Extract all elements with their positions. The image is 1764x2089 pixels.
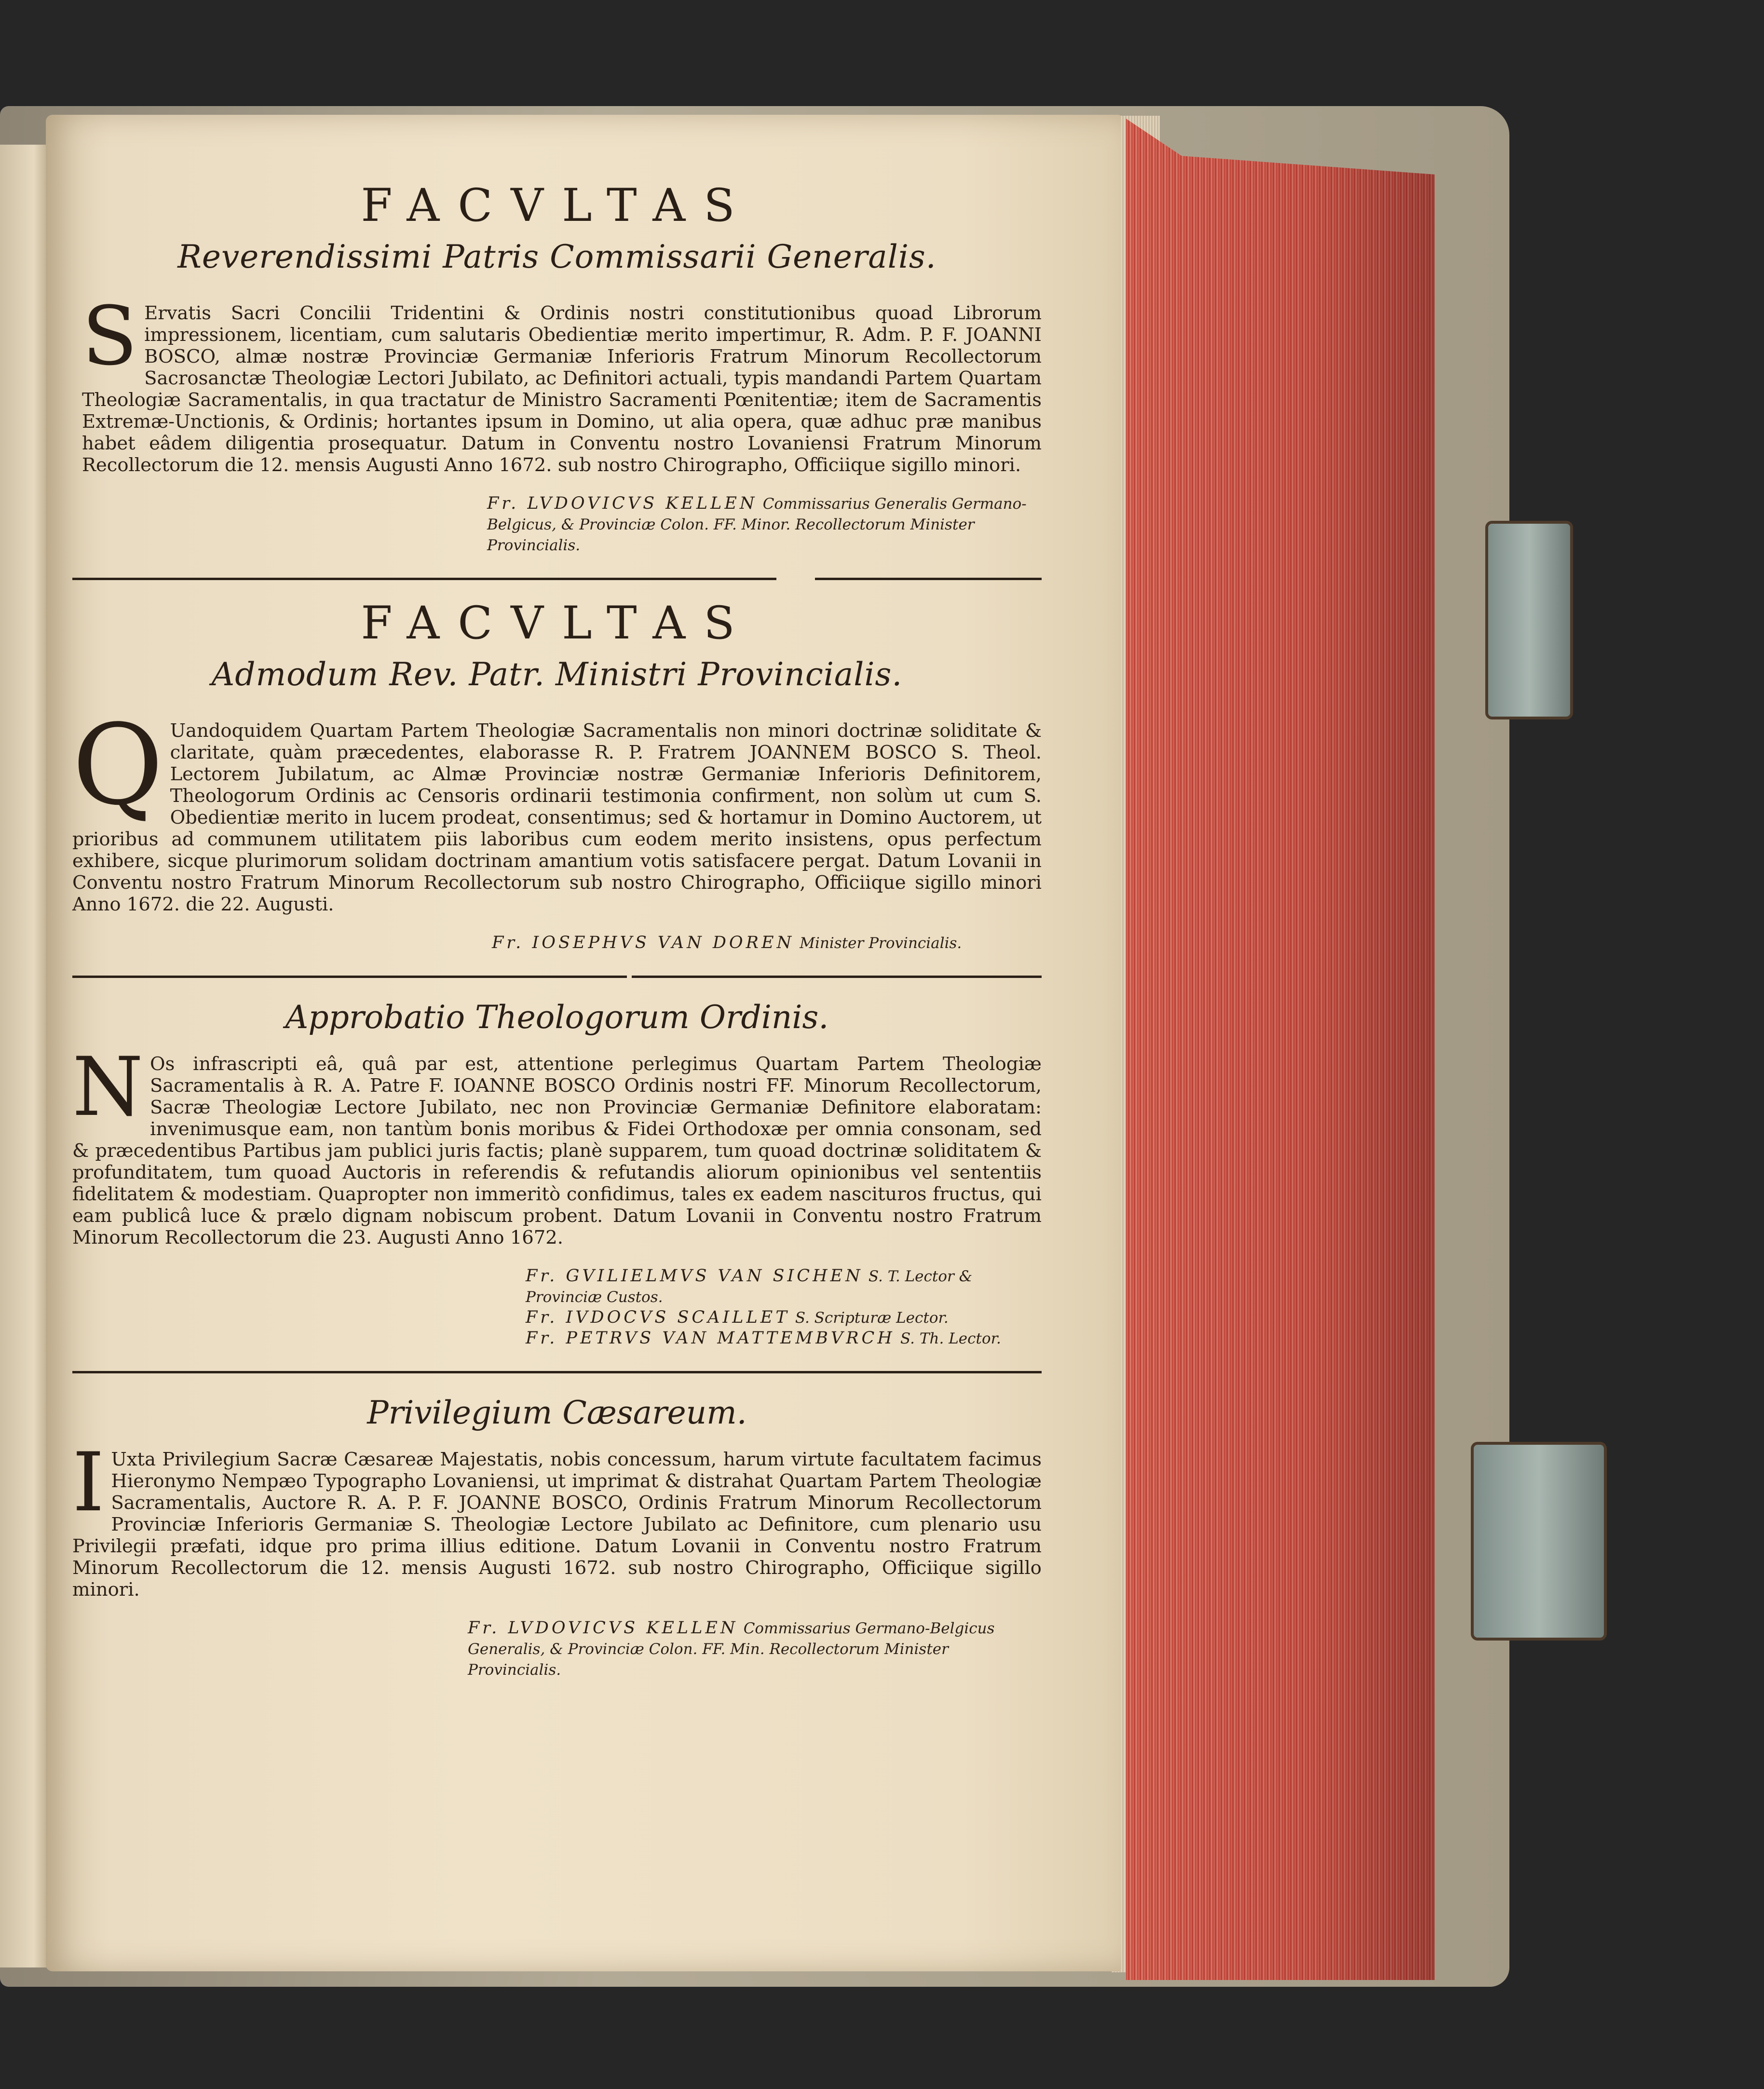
paragraph-text: Uxta Privilegium Sacræ Cæsareæ Majestatis, nobis concessum, harum virtute facultatem facimus Hieronymo Nempæo Typographo Lovaniensi, ut imprimat & distrahat Quartam Partem Theologiæ Sacramentalis, Auctore R. A. P. F. JOANNE BOSCO, Ordinis Fratrum Minorum Recollectorum Provinciæ Inferioris Germaniæ S. Theologiæ Lectore Jubilato ac Definitore, cum plenario usu Privilegii præfati, idque pro prima illius editione. Datum Lovanii in Conventu nostro Fratrum Minorum Recollectorum die 12. mensis Augusti 1672. sub nostro Chirographo, Officiique sigillo minori. <box>72 1449 1042 1601</box>
signature-line <box>526 1266 1042 1307</box>
signatory-name: Fr. IOSEPHVS VAN DOREN <box>492 933 795 952</box>
divider-line <box>72 1371 1042 1373</box>
clasp-bottom <box>1471 1442 1607 1641</box>
drop-cap: N <box>72 1040 143 1134</box>
section-title: FACVLTAS <box>361 597 753 650</box>
body-paragraph <box>72 701 1042 915</box>
section-subtitle: Admodum Rev. Patr. Ministri Provincialis. <box>211 656 903 693</box>
signature-block <box>492 933 1042 953</box>
section-divider <box>72 578 1042 581</box>
divider-line <box>815 578 1042 580</box>
signature-block <box>487 493 1042 556</box>
section-title: FACVLTAS <box>361 179 753 232</box>
approbatio-theologorum <box>72 999 1042 1349</box>
signatory-title: Minister Provincialis. <box>800 935 962 952</box>
page-content <box>72 179 1042 1680</box>
signatory-title: S. Scripturæ Lector. <box>795 1309 949 1327</box>
divider-line <box>72 578 776 580</box>
drop-cap: I <box>72 1435 105 1530</box>
section-title: Approbatio Theologorum Ordinis. <box>285 999 829 1036</box>
signatory-name: Fr. IVDOCVS SCAILLET <box>526 1308 790 1327</box>
clasp-top <box>1485 521 1573 719</box>
section-title: Privilegium Cæsareum. <box>367 1394 747 1431</box>
section-divider <box>72 1371 1042 1374</box>
signatory-name: Fr. LVDOVICVS KELLEN <box>487 494 758 513</box>
signature-line <box>526 1328 1042 1349</box>
signatory-name: Fr. GVILIELMVS VAN SICHEN <box>526 1266 863 1286</box>
paragraph-text: Uandoquidem Quartam Partem Theologiæ Sacramentalis non minori doctrinæ soliditate & claritate, quàm præcedentes, elaborasse R. P. Fratrem JOANNEM BOSCO S. Theol. Lectorem Jubilatum, ac Almæ Provinciæ nostræ Germaniæ Inferioris Definitorem, Theologorum Ordinis ac Censoris ordinarii testimonia confirment, non solùm ut cum S. Obedientiæ merito in lucem prodeat, consentimus; sed & hortamur in Domino Auctorem, ut prioribus ad communem utilitatem piis laboribus cum eodem merito insistens, opus perfectum exhibere, sicque plurimorum solidam doctrinam amantium votis satisfacere pergat. Datum Lovanii in Conventu nostro Fratrum Minorum Recollectorum sub nostro Chirographo, Officiique sigillo minori Anno 1672. die 22. Augusti. <box>72 720 1042 915</box>
section-divider <box>72 976 1042 978</box>
divider-line <box>632 976 1042 978</box>
paragraph-text: Ervatis Sacri Concilii Tridentini & Ordinis nostri constitutionibus quoad Librorum impressionem, licentiam, cum salutaris Obedientiæ merito impertimur, R. Adm. P. F. JOANNI BOSCO, almæ nostræ Provinciæ Germaniæ Inferioris Fratrum Minorum Recollectorum Sacrosanctæ Theologiæ Lectori Jubilato, ac Definitori actuali, typis mandandi Partem Quartam Theologiæ Sacramentalis, in qua tractatur de Ministro Sacramenti Pœnitentiæ; item de Sacramentis Extremæ-Unctionis, & Ordinis; hortantes ipsum in Domino, ut alia opera, quæ adhuc præ manibus habet eâdem diligentia prosequatur. Datum in Conventu nostro Lovaniensi Fratrum Minorum Recollectorum die 12. mensis Augusti Anno 1672. sub nostro Chirographo, Officiique sigillo minori. <box>82 302 1042 476</box>
facultas-commissarii <box>72 179 1042 556</box>
paragraph-text: Os infrascripti eâ, quâ par est, attentione perlegimus Quartam Partem Theologiæ Sacramentalis à R. A. Patre F. IOANNE BOSCO Ordinis nostri FF. Minorum Recollectorum, Sacræ Theologiæ Lectore Jubilato, nec non Provinciæ Germaniæ Definitore elaboratam: invenimusque eam, non tantùm bonis moribus & Fidei Orthodoxæ per omnia consonam, sed & præcedentibus Partibus jam publici juris factis; planè supparem, tum quoad doctrinæ soliditatem & profunditatem, tum quoad Auctoris in referendis & refutandis aliorum opinionibus vel sententiis fidelitatem & modestiam. Quapropter non immeritò confidimus, tales ex eadem nascituros fructus, qui eam publicâ luce & prælo dignam nobiscum probent. Datum Lovanii in Conventu nostro Fratrum Minorum Recollectorum die 23. Augusti Anno 1672. <box>72 1053 1042 1248</box>
signatory-name: Fr. PETRVS VAN MATTEMBVRCH <box>526 1329 895 1348</box>
page-edge-shadow <box>1126 119 1435 1980</box>
signatory-title: S. T. Lector & Provinciæ Custos. <box>526 1268 973 1306</box>
facultas-provincialis <box>72 597 1042 953</box>
body-paragraph <box>72 1040 1042 1248</box>
drop-cap: S <box>82 289 138 383</box>
signature-block <box>526 1266 1042 1349</box>
signature-line <box>526 1307 1042 1328</box>
divider-line <box>72 976 627 978</box>
signatory-title: S. Th. Lector. <box>900 1330 1001 1347</box>
signatory-title: Commissarius Germano-Belgicus Generalis, & Provinciæ Colon. FF. Min. Recollectorum Minister Provincialis. <box>468 1620 995 1679</box>
body-paragraph <box>72 1435 1042 1601</box>
body-paragraph <box>82 289 1042 476</box>
signatory-title: Commissarius Generalis Germano-Belgicus, & Provinciæ Colon. FF. Minor. Recollectorum Minister Provincialis. <box>487 495 1027 554</box>
drop-cap: Q <box>72 701 163 830</box>
privilegium-caesareum <box>72 1394 1042 1680</box>
section-subtitle: Reverendissimi Patris Commissarii Generalis. <box>177 238 936 275</box>
signatory-name: Fr. LVDOVICVS KELLEN <box>468 1618 738 1638</box>
signature-block <box>468 1618 1042 1680</box>
left-page-edge <box>0 145 48 1967</box>
